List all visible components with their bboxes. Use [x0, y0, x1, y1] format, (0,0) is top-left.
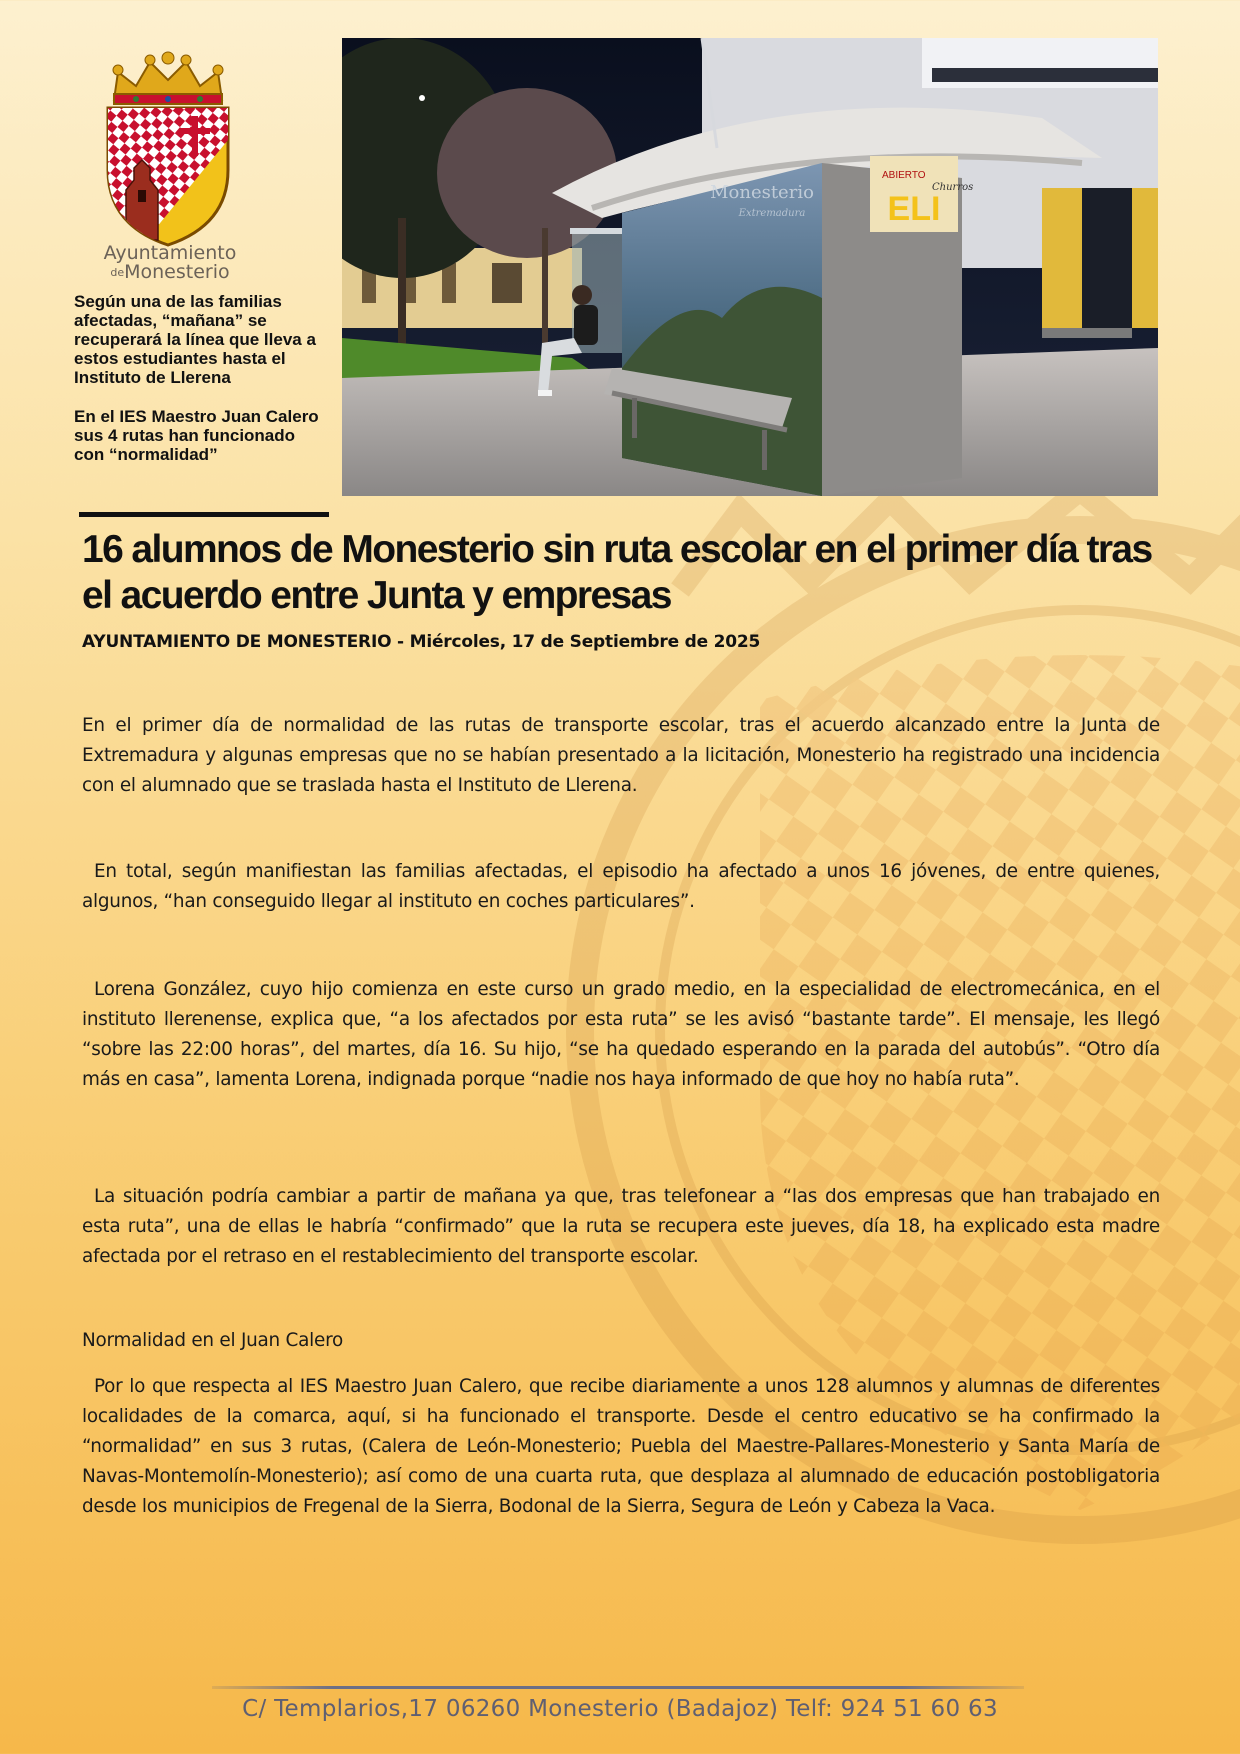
logo-name-line2: Monesterio: [124, 261, 230, 283]
coat-of-arms-logo: [88, 50, 248, 250]
municipality-name: [90, 244, 250, 282]
article-subheading: Normalidad en el Juan Calero: [82, 1330, 343, 1351]
footer-address: C/ Templarios,17 06260 Monesterio (Badajoz) Telf: 924 51 60 63: [242, 1696, 998, 1722]
mural-sign-sub: Extremadura: [738, 208, 806, 219]
bus-stop-photo: [342, 38, 1158, 496]
footer-divider: [212, 1686, 1024, 1689]
article-headline: 16 alumnos de Monesterio sin ruta escolar en el primer día tras el acuerdo entre Junta y empresas: [82, 528, 1152, 617]
poster-brand: Churros: [932, 182, 974, 193]
article-paragraph: Por lo que respecta al IES Maestro Juan Calero, que recibe diariamente a unos 128 alumnos y alumnas de diferentes localidades de la comarca, aquí, si ha funcionado el transporte. Desde el centro educativo se ha confirmado la “normalidad” en sus 3 rutas, (Calera de León-Monesterio; Puebla del Maestre-Pallares-Monesterio y Santa María de Navas-Montemolín-Monesterio); así como de una cuarta ruta, que desplaza al alumnado de educación postobligatoria desde los municipios de Fregenal de la Sierra, Bodonal de la Sierra, Segura de León y Cabeza la Vaca.: [82, 1376, 1160, 1517]
sidebar-highlight-1: Según una de las familias afectadas, “mañana” se recuperará la línea que lleva a estos estudiantes hasta el Instituto de Llerena: [74, 292, 316, 387]
poster-name: ELI: [887, 190, 941, 228]
sidebar-highlight-2: En el IES Maestro Juan Calero sus 4 rutas han funcionado con “normalidad”: [74, 407, 319, 464]
headline-rule: [79, 512, 329, 517]
mural-sign: Monesterio: [710, 182, 814, 203]
article-paragraph: En total, según manifiestan las familias afectadas, el episodio ha afectado a unos 16 jóvenes, de entre quienes, algunos, “han conseguido llegar al instituto en coches particulares”.: [82, 861, 1160, 912]
logo-name-de: de: [110, 266, 125, 279]
article-paragraph: La situación podría cambiar a partir de mañana ya que, tras telefonear a “las dos empresas que han trabajado en esta ruta”, una de ellas le habría “confirmado” que la ruta se recupera este jueves, día 18, ha explicado esta madre afectada por el retraso en el restablecimiento del transporte escolar.: [82, 1186, 1160, 1267]
logo-name-line1: Ayuntamiento: [103, 242, 237, 264]
article-byline: AYUNTAMIENTO DE MONESTERIO - Miércoles, 17 de Septiembre de 2025: [82, 632, 761, 652]
poster-top: ABIERTO: [882, 170, 926, 181]
article-paragraph: Lorena González, cuyo hijo comienza en este curso un grado medio, en la especialidad de electromecánica, en el instituto llerenense, explica que, “a los afectados por esta ruta” se les avisó “bastante tarde”. El mensaje, les llegó “sobre las 22:00 horas”, del martes, día 16. Su hijo, “se ha quedado esperando en la parada del autobús”. “Otro día más en casa”, lamenta Lorena, indignada porque “nadie nos haya informado de que hoy no había ruta”.: [82, 979, 1160, 1090]
article-paragraph: En el primer día de normalidad de las rutas de transporte escolar, tras el acuerdo alcanzado entre la Junta de Extremadura y algunas empresas que no se habían presentado a la licitación, Monesterio ha registrado una incidencia con el alumnado que se traslada hasta el Instituto de Llerena.: [82, 715, 1160, 796]
